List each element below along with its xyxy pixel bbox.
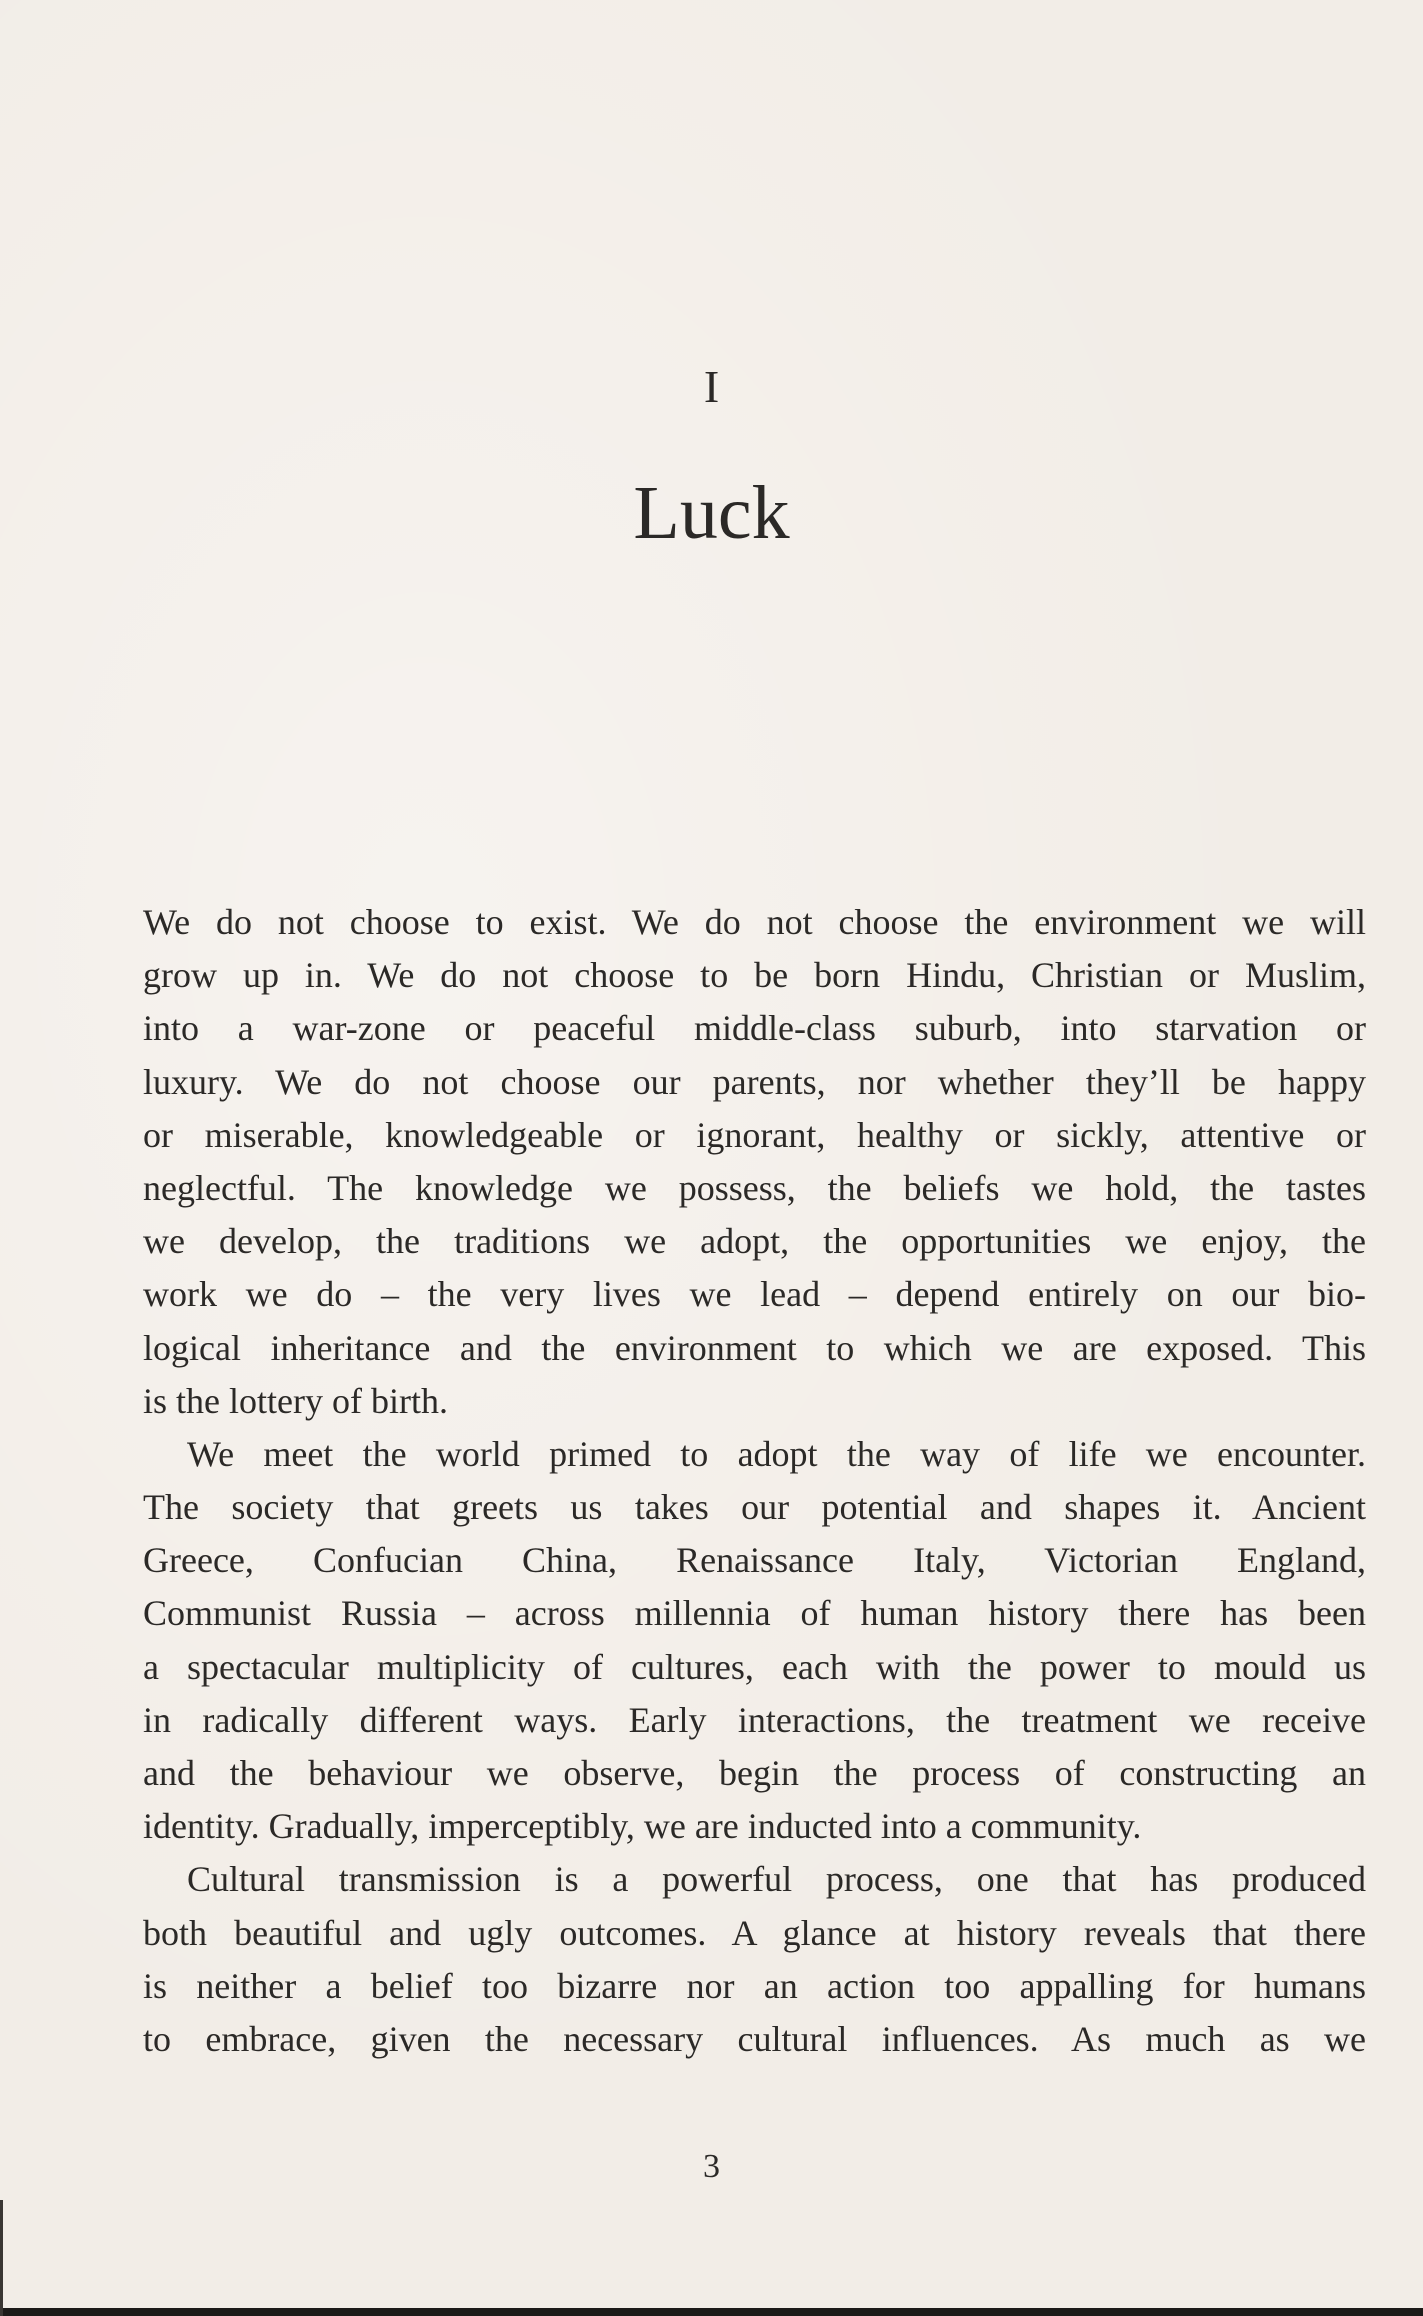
text-line: or miserable, knowledgeable or ignorant, healthy or sickly, attentive or	[143, 1114, 1366, 1155]
page-edge-shadow-left	[0, 2200, 3, 2316]
text-line: The society that greets us takes our potential and shapes it. Ancient	[143, 1487, 1366, 1528]
text-line: logical inheritance and the environment to which we are exposed. This	[143, 1327, 1366, 1368]
text-line: We do not choose to exist. We do not choose the environment we will	[143, 902, 1366, 942]
text-line: work we do – the very lives we lead – depend entirely on our bio-	[143, 1274, 1366, 1315]
text-line: We meet the world primed to adopt the way of life we encounter.	[187, 1433, 1366, 1474]
text-line: luxury. We do not choose our parents, nor whether they’ll be happy	[143, 1061, 1366, 1102]
body-text	[143, 896, 1366, 2066]
text-line: is the lottery of birth.	[143, 1380, 448, 1421]
chapter-title: Luck	[633, 471, 790, 555]
text-line: Greece, Confucian China, Renaissance Italy, Victorian England,	[143, 1540, 1366, 1581]
text-line: grow up in. We do not choose to be born Hindu, Christian or Muslim,	[143, 955, 1366, 996]
page-number: 3	[703, 2148, 720, 2185]
text-line: Cultural transmission is a powerful process, one that has produced	[187, 1859, 1366, 1900]
paragraph	[143, 896, 1366, 1428]
text-line: identity. Gradually, imperceptibly, we are inducted into a community.	[143, 1806, 1142, 1847]
chapter-number: I	[703, 361, 720, 412]
text-line: in radically different ways. Early interactions, the treatment we receive	[143, 1699, 1366, 1740]
text-line: we develop, the traditions we adopt, the opportunities we enjoy, the	[143, 1221, 1366, 1262]
text-line: both beautiful and ugly outcomes. A glance at history reveals that there	[143, 1912, 1366, 1953]
paragraph	[143, 1853, 1366, 2066]
text-line: into a war-zone or peaceful middle-class suburb, into starvation or	[143, 1008, 1366, 1049]
text-line: to embrace, given the necessary cultural influences. As much as we	[143, 2018, 1366, 2059]
text-line: and the behaviour we observe, begin the process of constructing an	[143, 1753, 1366, 1793]
text-line: is neither a belief too bizarre nor an action too appalling for humans	[143, 1965, 1366, 2006]
text-line: neglectful. The knowledge we possess, the beliefs we hold, the tastes	[143, 1167, 1366, 1208]
paragraph	[143, 1428, 1366, 1854]
page-edge-shadow	[0, 2308, 1423, 2316]
text-line: Communist Russia – across millennia of human history there has been	[143, 1593, 1366, 1634]
text-line: a spectacular multiplicity of cultures, each with the power to mould us	[143, 1646, 1366, 1687]
